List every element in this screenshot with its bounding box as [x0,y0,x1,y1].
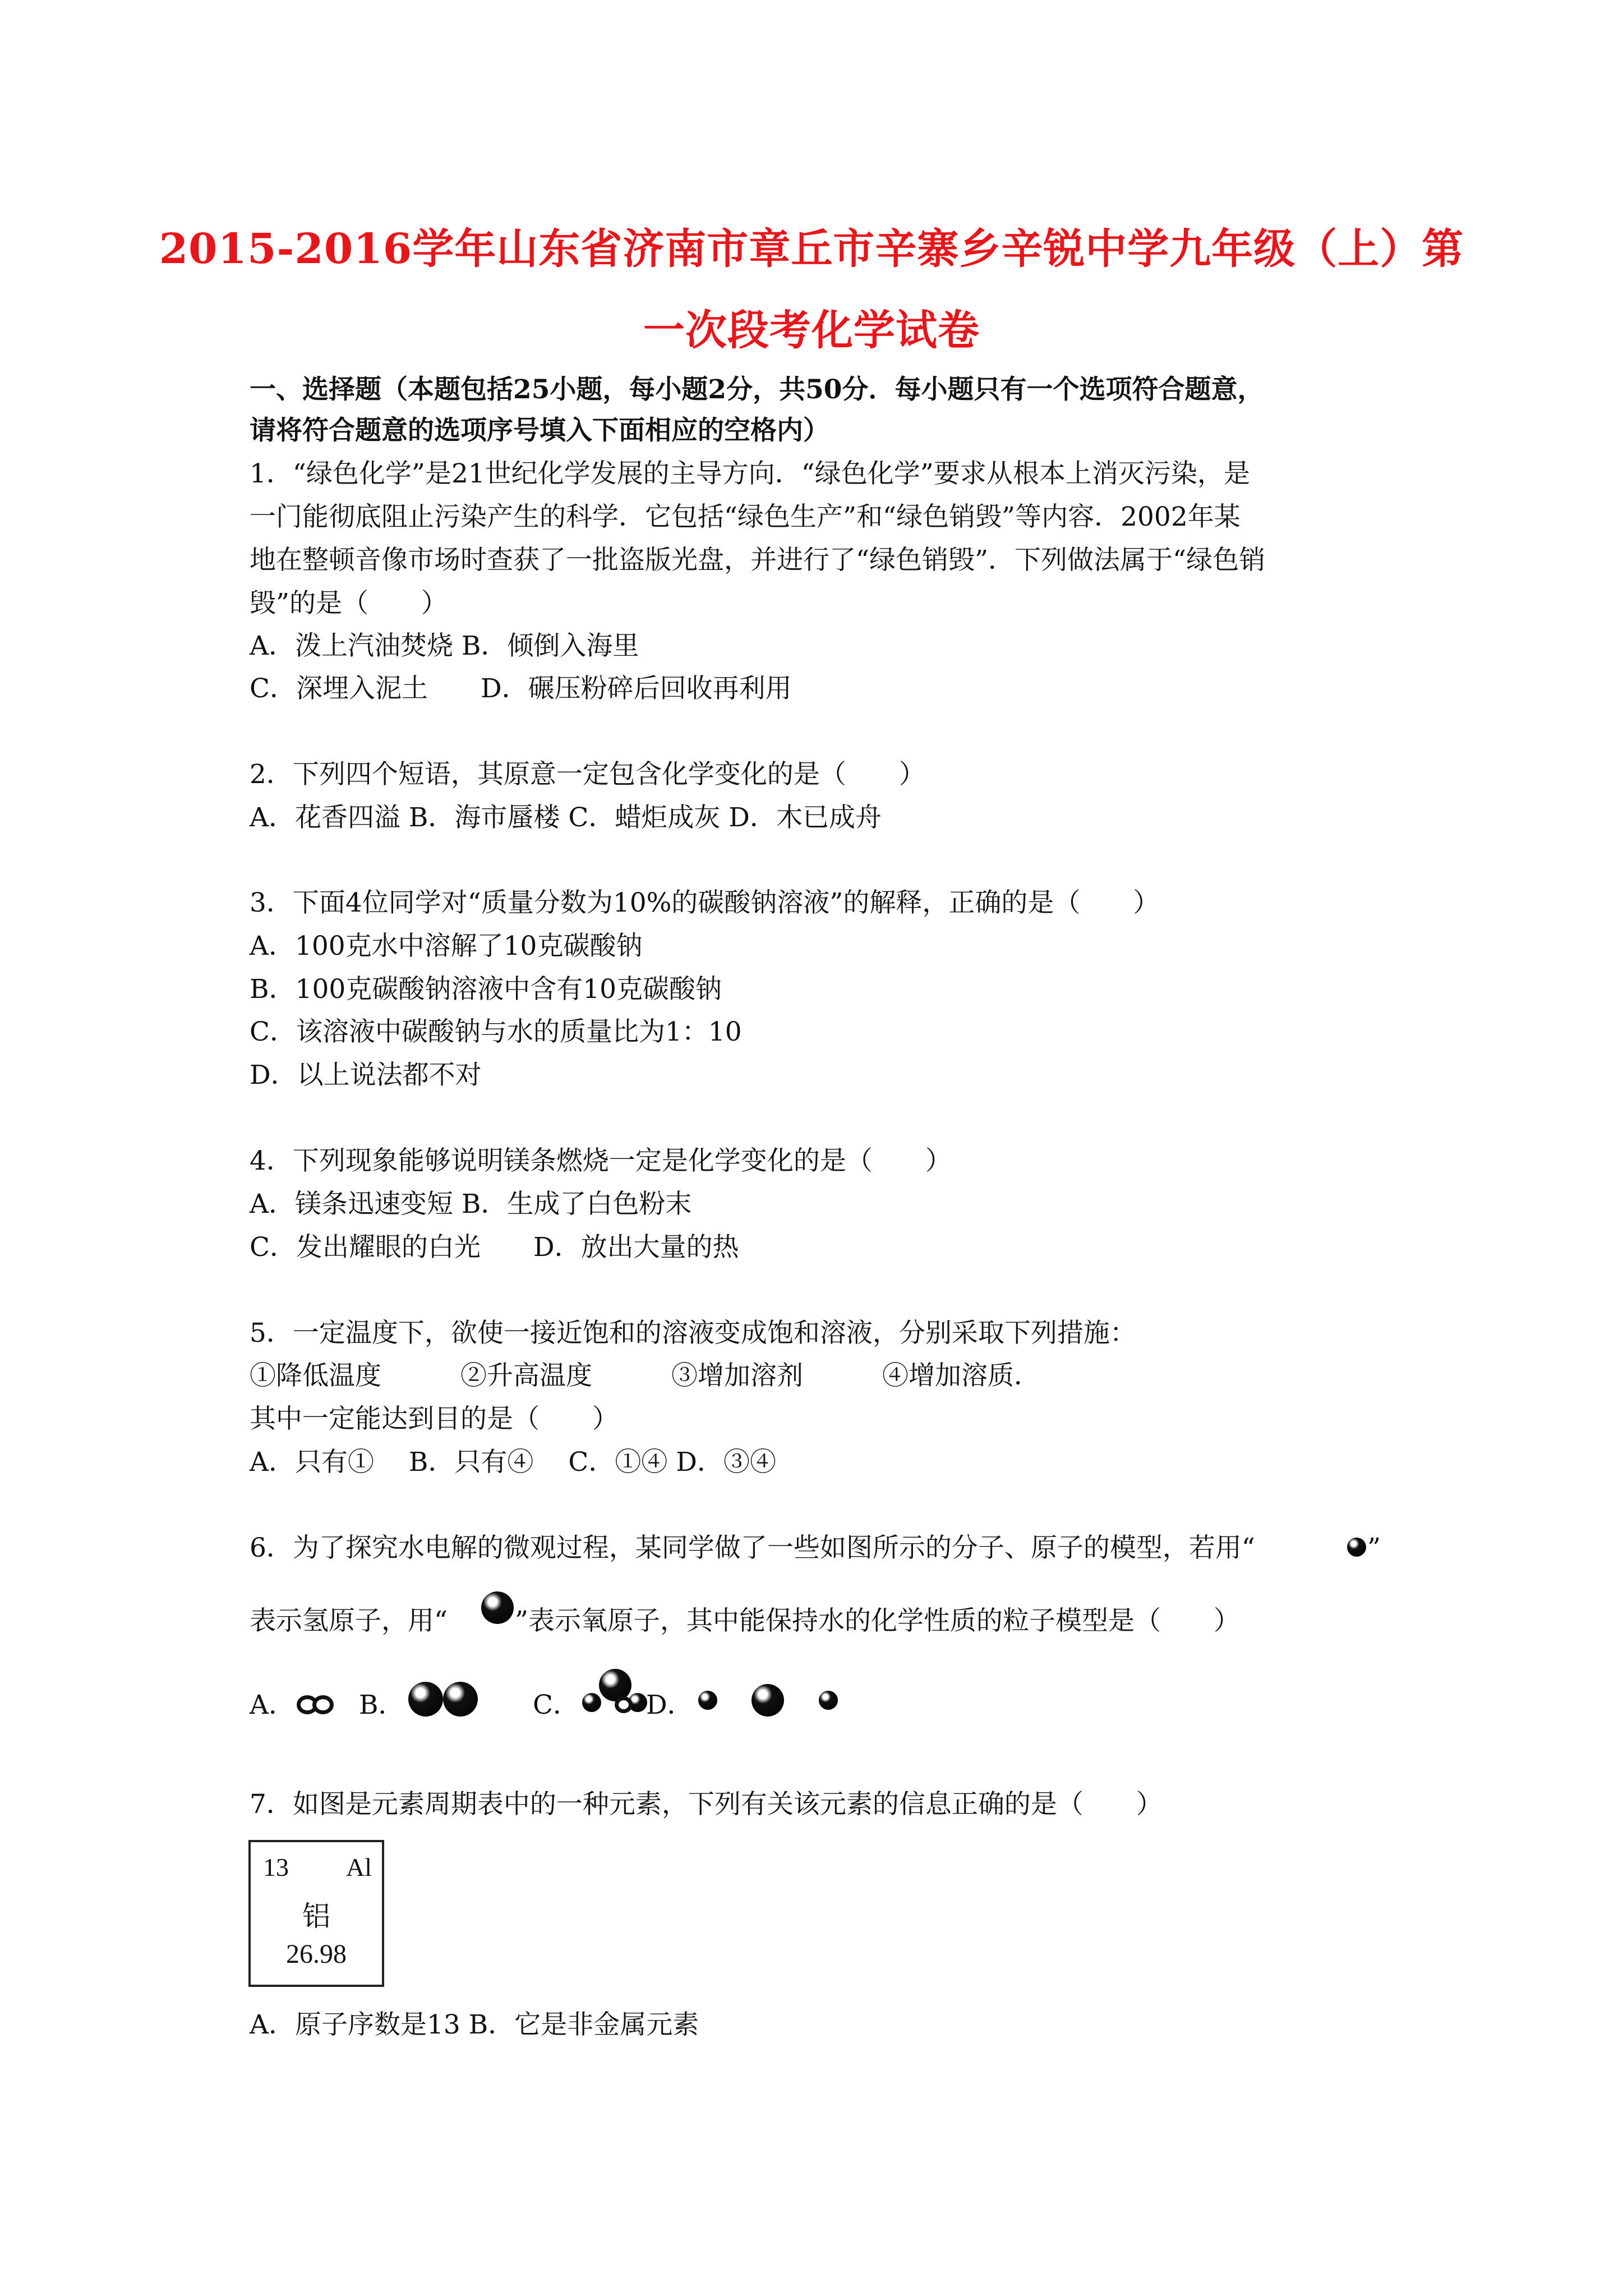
question-stem-line: 地在整顿音像市场时查获了一批盗版光盘，并进行了“绿色销毁”．下列做法属于“绿色销 [250,545,1266,576]
section-heading-line-1: 一、选择题（本题包括25小题，每小题2分，共50分．每小题只有一个选项符合题意， [250,374,1264,405]
question-option-line: A．只有① B．只有④ C．①④ D．③④ [250,1447,776,1478]
question-option-line: C．发出耀眼的白光 D．放出大量的热 [250,1232,739,1263]
question-option-line: A．原子序数是13 B．它是非金属元素 [250,2009,699,2040]
atomic-number: 13 [263,1853,289,1881]
section-heading-line-2: 请将符合题意的选项序号填入下面相应的空格内） [250,415,829,446]
question-stem-line: 3．下面4位同学对“质量分数为10%的碳酸钠溶液”的解释，正确的是（ ） [250,887,1160,918]
question-stem-line: 其中一定能达到目的是（ ） [250,1404,619,1434]
question-stem-line: 毁”的是（ ） [250,588,448,619]
option-a-label: A． [250,1690,295,1720]
question-option-line: A．100克水中溶解了10克碳酸钠 [250,931,643,961]
question-option-line: C．深埋入泥土 D．碾压粉碎后回收再利用 [250,673,792,704]
question-stem-line: ①降低温度 ②升高温度 ③增加溶剂 ④增加溶质． [250,1360,1040,1391]
hydrogen-atom-icon [1347,1538,1366,1557]
periodic-element-card [248,1840,384,1987]
question-stem-line: 4．下列现象能够说明镁条燃烧一定是化学变化的是（ ） [250,1145,952,1176]
question-option-line: C．该溶液中碳酸钠与水的质量比为1：10 [250,1016,742,1047]
element-name: 铝 [302,1901,330,1932]
option-c-label: C． [533,1690,579,1720]
title-line-2: 一次段考化学试卷 [643,306,980,355]
option-d-label: D． [646,1690,694,1720]
question-option-line: A．泼上汽油焚烧 B．倾倒入海里 [250,631,639,661]
atomic-mass: 26.98 [286,1939,347,1969]
question-stem-line: 7．如图是元素周期表中的一种元素，下列有关该元素的信息正确的是（ ） [250,1789,1163,1820]
question-stem-line: 一门能彻底阻止污染产生的科学．它包括“绿色生产”和“绿色销毁”等内容．2002年某 [250,501,1241,532]
question-option-line: A．花香四溢 B．海市蜃楼 C．蜡炬成灰 D．木已成舟 [250,802,882,833]
question-option-line: B．100克碳酸钠溶液中含有10克碳酸钠 [250,974,722,1005]
element-symbol: Al [346,1853,372,1881]
question-stem-line: 6．为了探究水电解的微观过程，某同学做了一些如图所示的分子、原子的模型，若用“ [250,1533,1255,1563]
oxygen-atom-icon [481,1591,514,1624]
question-stem-line: 1．“绿色化学”是21世纪化学发展的主导方向．“绿色化学”要求从根本上消灭污染，是 [250,458,1250,489]
question-stem-line: ”表示氧原子，其中能保持水的化学性质的粒子模型是（ ） [515,1605,1241,1636]
title-line-1: 2015-2016学年山东省济南市章丘市辛寨乡辛锐中学九年级（上）第 [159,225,1464,273]
question-option-line: D．以上说法都不对 [250,1060,482,1091]
question-option-line: A．镁条迅速变短 B．生成了白色粉末 [250,1189,692,1220]
option-b-label: B． [359,1690,405,1720]
question-stem-line: 2．下列四个短语，其原意一定包含化学变化的是（ ） [250,759,925,790]
question-stem-line: 表示氢原子，用“ [250,1605,448,1636]
question-stem-line: ” [1367,1533,1381,1563]
question-stem-line: 5．一定温度下，欲使一接近饱和的溶液变成饱和溶液，分别采取下列措施： [250,1318,1136,1349]
